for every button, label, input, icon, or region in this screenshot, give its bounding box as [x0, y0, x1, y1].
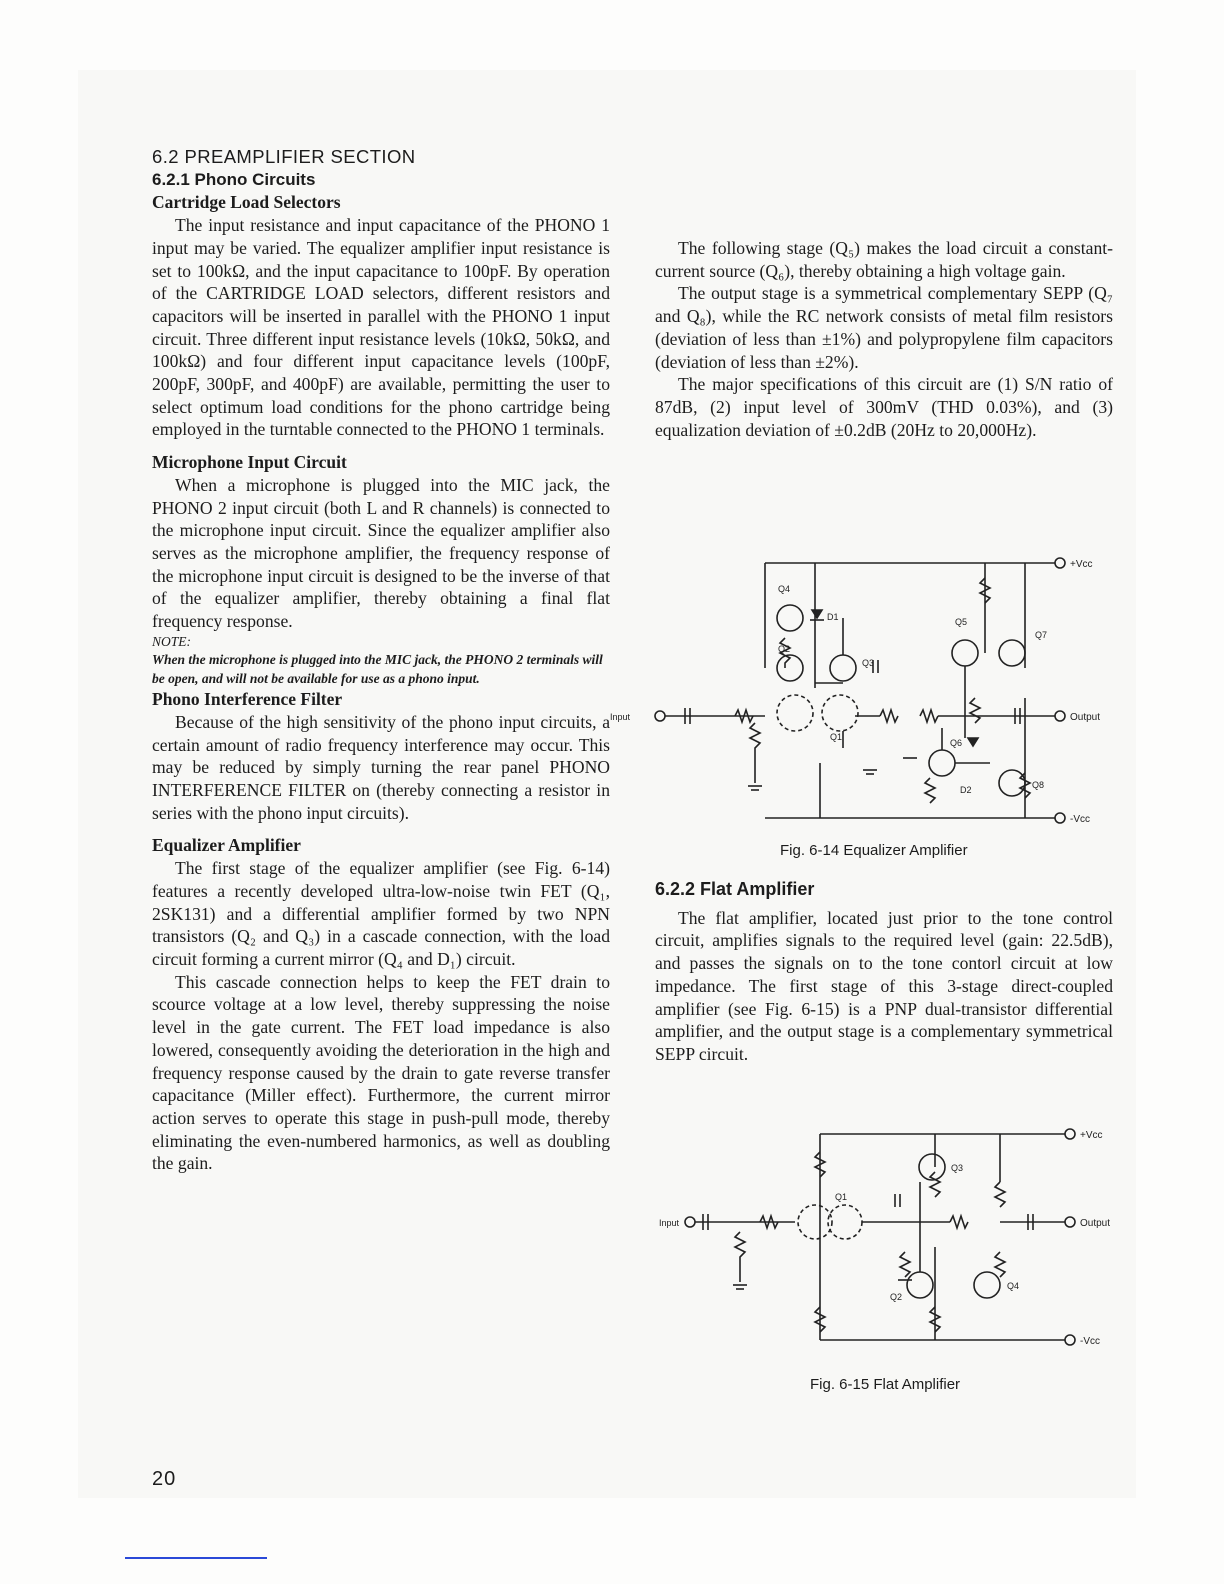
vcc-negative-label: -Vcc [1080, 1336, 1100, 1347]
q1-label: Q1 [835, 1192, 848, 1202]
interference-paragraph: Because of the high sensitivity of the phono input circuits, a certain amount of radio frequency interference may occur. This may be reduced by simply turning the rear panel PHONO INTERFERENCE FILTER on (thereby connecting a resistor in series with the phono input circuits). [152, 711, 610, 823]
flat-amplifier-section [655, 878, 1113, 1066]
q2-label: Q2 [890, 1292, 903, 1302]
left-column [152, 146, 610, 1175]
d2-label: D2 [960, 785, 972, 795]
equalizer-paragraph-1: The first stage of the equalizer amplifier (see Fig. 6-14) features a recently developed ultra-low-noise twin FET (Q₁, 2SK131) and a differential amplifier formed by two NPN transistors (Q₂ and Q₃) in a cascade connection, with the load circuit forming a current mirror (Q₄ and D₁) circuit. [152, 858, 610, 969]
note-label: NOTE: [152, 633, 192, 649]
q3-label: Q3 [862, 658, 875, 668]
cartridge-load-heading: Cartridge Load Selectors [152, 192, 341, 213]
flat-amplifier-heading: 6.2.2 Flat Amplifier [655, 879, 815, 899]
q2-label: Q2 [778, 644, 791, 654]
q5-label: Q5 [955, 617, 968, 627]
interference-heading: Phono Interference Filter [152, 689, 343, 710]
q1-label: Q1 [830, 732, 843, 742]
vcc-negative-label: -Vcc [1070, 814, 1090, 825]
page-number: 20 [152, 1468, 177, 1490]
flat-amplifier-paragraph: The flat amplifier, located just prior to the tone control circuit, amplifies signals to the required level (gain: 22.5dB), and passes the signals on to the tone contorl circuit at low impedance. The first stage of this 3-stage direct-coupled amplifier (see Fig. 6-15) is a PNP dual-transistor differential amplifier, and the output stage is a complementary symmetrical SEPP circuit. [655, 907, 1113, 1064]
flat-amplifier-schematic [655, 1122, 1115, 1352]
d1-label: D1 [827, 612, 839, 622]
input-label: Input [610, 712, 631, 722]
microphone-paragraph: When a microphone is plugged into the MIC jack, the PHONO 2 input circuit (both L and R channels) is connected to the microphone input circuit. Since the equalizer amplifier also serves as the microphone amplifier, the frequency response of the microphone input circuit is designed to be the inverse of that of the equalizer amplifier, thereby obtaining a final flat frequency response. [152, 474, 610, 632]
footer-rule [125, 1557, 267, 1559]
note-text: When the microphone is plugged into the MIC jack, the PHONO 2 terminals will be open, and will not be available for use as a phono input. [152, 652, 603, 686]
equalizer-heading: Equalizer Amplifier [152, 835, 301, 856]
equalizer-paragraph-3: The following stage (Q₅) makes the load circuit a constant-current source (Q₆), thereby obtaining a high voltage gain. [655, 238, 1113, 281]
q8-label: Q8 [1032, 780, 1045, 790]
section-heading: 6.2 PREAMPLIFIER SECTION [152, 146, 416, 167]
input-label: Input [659, 1218, 680, 1228]
figure-flat-amplifier [655, 1122, 1115, 1352]
vcc-positive-label: +Vcc [1080, 1130, 1103, 1141]
equalizer-schematic [610, 548, 1120, 838]
q4-label: Q4 [778, 584, 791, 594]
vcc-positive-label: +Vcc [1070, 559, 1093, 570]
figure-equalizer-amplifier [610, 548, 1120, 838]
note-block [152, 633, 610, 689]
equalizer-paragraph-2: This cascade connection helps to keep the FET drain to scource voltage at a low level, thereby suppressing the noise level in the gate current. The FET load impedance is also lowered, consequently avoiding the deterioration in the high and frequency response caused by the drain to gate reverse transfer capacitance (Miller effect). Furthermore, the current mirror action serves to operate this stage in push-pull mode, thereby eliminating the even-numbered harmonics, as well as doubling the gain. [152, 971, 610, 1174]
output-label: Output [1070, 712, 1101, 723]
fig-6-15-caption: Fig. 6-15 Flat Amplifier [810, 1376, 961, 1393]
q7-label: Q7 [1035, 630, 1048, 640]
equalizer-paragraph-5: The major specifications of this circuit are (1) S/N ratio of 87dB, (2) input level of 300mV (THD 0.03%), and (3) equalization deviation of ±0.2dB (20Hz to 20,000Hz). [655, 374, 1113, 440]
q4-label: Q4 [1007, 1281, 1020, 1291]
fig-6-14-caption: Fig. 6-14 Equalizer Amplifier [780, 842, 968, 859]
q6-label: Q6 [950, 738, 963, 748]
right-column-text [655, 146, 1113, 441]
output-label: Output [1080, 1218, 1111, 1229]
phono-circuits-heading: 6.2.1 Phono Circuits [152, 169, 316, 189]
microphone-heading: Microphone Input Circuit [152, 452, 347, 473]
q3-label: Q3 [951, 1163, 964, 1173]
equalizer-paragraph-4: The output stage is a symmetrical complementary SEPP (Q₇ and Q₈), while the RC network consists of metal film resistors (deviation of less than ±1%) and polypropylene film capacitors (deviation of less than ±2%). [655, 283, 1113, 372]
cartridge-load-paragraph: The input resistance and input capacitance of the PHONO 1 input may be varied. The equalizer amplifier input resistance is set to 100kΩ, and the input capacitance to 100pF. By operation of the CARTRIDGE LOAD selectors, different resistors and capacitors will be inserted in parallel with the PHONO 1 input circuit. Three different input resistance levels (10kΩ, 50kΩ, and 100kΩ) and four different input capacitance levels (100pF, 200pF, 300pF, and 400pF) are available, permitting the user to select optimum load conditions for the phono cartridge being employed in the turntable connected to the PHONO 1 terminals. [152, 215, 610, 440]
